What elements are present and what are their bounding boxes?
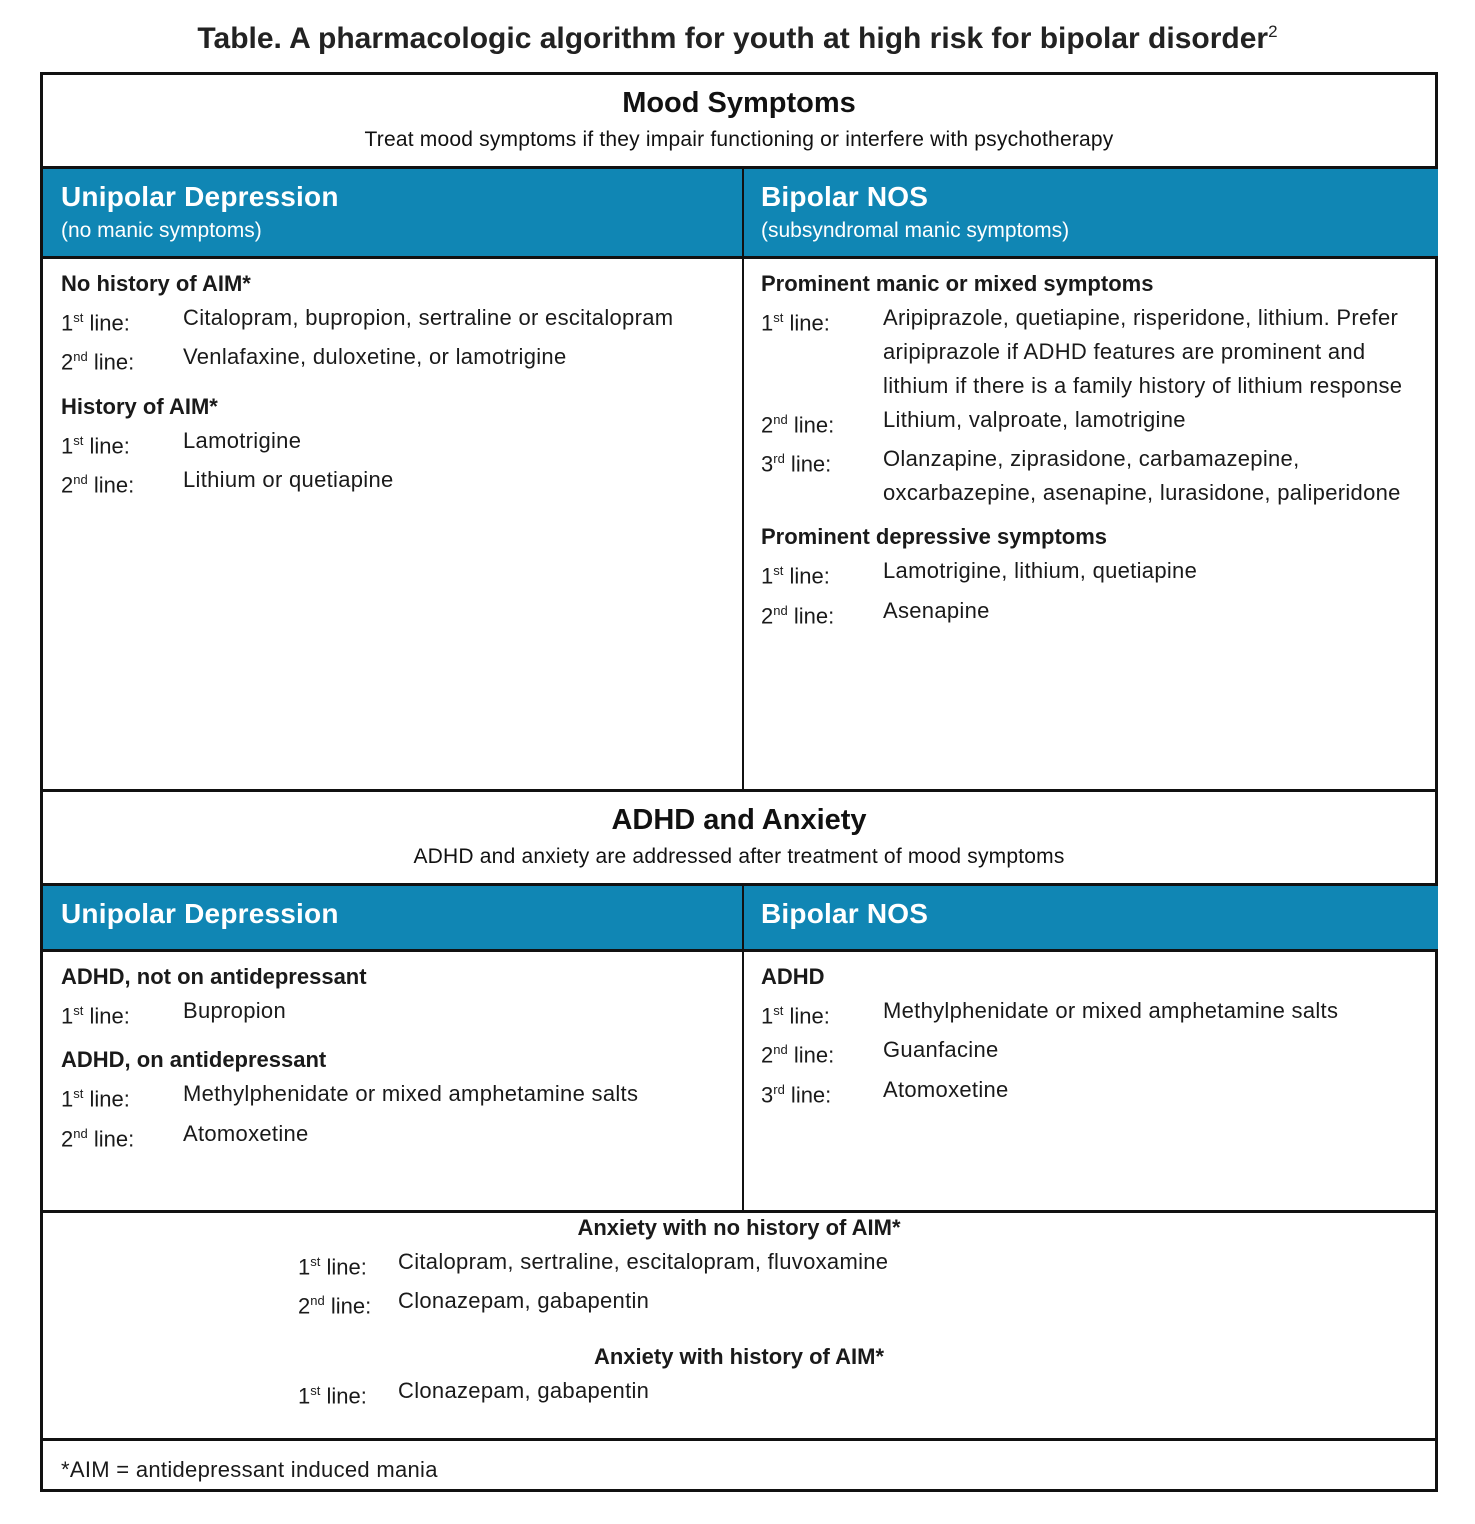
line-label bbox=[61, 463, 183, 502]
medication-list: Clonazepam, gabapentin bbox=[398, 1288, 650, 1314]
medication-list: Atomoxetine bbox=[883, 1076, 1009, 1102]
header-title: Unipolar Depression bbox=[61, 181, 339, 212]
column-divider bbox=[742, 886, 744, 1212]
line-ordinal: 1 bbox=[61, 432, 74, 458]
group-title: No history of AIM* bbox=[61, 271, 251, 296]
line-label bbox=[761, 594, 883, 633]
line-word: line: bbox=[787, 1042, 835, 1068]
line-ordinal-suffix: st bbox=[773, 1003, 784, 1018]
line-ordinal: 2 bbox=[61, 1125, 74, 1151]
header-subtitle: (no manic symptoms) bbox=[61, 219, 262, 242]
line-label bbox=[761, 554, 883, 593]
treatment-line bbox=[761, 442, 1438, 510]
treatment-line bbox=[61, 994, 743, 1033]
line-word: line: bbox=[783, 1003, 830, 1029]
footnote: *AIM = antidepressant induced mania bbox=[61, 1457, 438, 1482]
treatment-line bbox=[298, 1245, 1435, 1284]
line-ordinal: 1 bbox=[298, 1382, 311, 1408]
line-ordinal-suffix: st bbox=[310, 1382, 321, 1398]
adhd-section-title: ADHD and Anxiety bbox=[611, 804, 867, 836]
line-ordinal-suffix: nd bbox=[73, 471, 88, 487]
group-title: Prominent manic or mixed symptoms bbox=[761, 271, 1154, 296]
line-label bbox=[61, 424, 183, 463]
treatment-line bbox=[761, 554, 1438, 593]
treatment-line bbox=[761, 994, 1438, 1033]
line-ordinal: 2 bbox=[761, 1042, 774, 1068]
line-ordinal-suffix: st bbox=[73, 432, 84, 448]
adhd-unipolar-body bbox=[43, 952, 743, 1210]
header-subtitle: (subsyndromal manic symptoms) bbox=[761, 219, 1070, 242]
mood-bipolar-header bbox=[743, 169, 1438, 259]
treatment-group bbox=[761, 964, 1438, 1112]
medication-list: Lamotrigine bbox=[183, 427, 302, 453]
group-title: Anxiety with history of AIM* bbox=[593, 1343, 885, 1369]
line-word: line: bbox=[784, 451, 832, 477]
line-label bbox=[761, 442, 883, 510]
line-word: line: bbox=[784, 1081, 832, 1107]
line-ordinal: 2 bbox=[761, 602, 774, 628]
table-title-text: Table. A pharmacologic algorithm for youth at high risk for bipolar disorder bbox=[197, 22, 1269, 55]
line-ordinal-suffix: nd bbox=[773, 1042, 788, 1058]
line-ordinal: 2 bbox=[61, 349, 74, 375]
treatment-line bbox=[761, 1033, 1438, 1072]
group-title: History of AIM* bbox=[61, 393, 218, 419]
mood-section-subtitle: Treat mood symptoms if they impair functioning or interfere with psychotherapy bbox=[364, 128, 1114, 151]
line-ordinal-suffix: st bbox=[73, 1003, 84, 1018]
medication-list: Bupropion bbox=[183, 998, 286, 1023]
line-ordinal-suffix: nd bbox=[310, 1293, 325, 1309]
treatment-line bbox=[61, 340, 743, 379]
medication-list: Lithium, valproate, lamotrigine bbox=[883, 407, 1186, 432]
line-ordinal: 1 bbox=[761, 1003, 774, 1029]
line-ordinal-suffix: st bbox=[773, 310, 784, 325]
line-ordinal: 1 bbox=[298, 1254, 311, 1280]
medication-list: Atomoxetine bbox=[183, 1120, 309, 1146]
adhd-unipolar-header bbox=[43, 886, 743, 952]
line-ordinal: 3 bbox=[761, 451, 774, 477]
medication-list: Venlafaxine, duloxetine, or lamotrigine bbox=[183, 344, 567, 370]
line-ordinal: 1 bbox=[61, 310, 74, 336]
header-title: Bipolar NOS bbox=[761, 181, 929, 212]
group-title: ADHD bbox=[761, 964, 825, 989]
mood-section-banner bbox=[43, 75, 1435, 169]
medication-list: Clonazepam, gabapentin bbox=[398, 1377, 650, 1403]
line-word: line: bbox=[324, 1293, 372, 1319]
mood-bipolar-body bbox=[743, 259, 1438, 789]
medication-list: Citalopram, sertraline, escitalopram, fluvoxamine bbox=[398, 1249, 889, 1274]
line-word: line: bbox=[783, 563, 830, 589]
adhd-bipolar-header bbox=[743, 886, 1438, 952]
line-ordinal-suffix: nd bbox=[73, 1125, 88, 1141]
line-ordinal-suffix: st bbox=[773, 563, 784, 579]
treatment-line bbox=[61, 301, 743, 340]
line-ordinal-suffix: nd bbox=[773, 602, 788, 618]
line-word: line: bbox=[87, 1125, 135, 1151]
treatment-line bbox=[61, 424, 743, 463]
adhd-section-subtitle: ADHD and anxiety are addressed after treatment of mood symptoms bbox=[413, 845, 1065, 868]
mood-section-title: Mood Symptoms bbox=[622, 87, 856, 119]
table-title bbox=[0, 22, 1475, 56]
line-label bbox=[298, 1374, 398, 1413]
line-label bbox=[761, 301, 883, 403]
treatment-line bbox=[61, 1117, 743, 1156]
line-label bbox=[761, 1033, 883, 1072]
medication-list: Citalopram, bupropion, sertraline or escitalopram bbox=[183, 305, 674, 330]
medication-list: Methylphenidate or mixed amphetamine salts bbox=[183, 1081, 639, 1107]
column-divider bbox=[742, 169, 744, 791]
line-label bbox=[61, 1117, 183, 1156]
line-ordinal-suffix: st bbox=[310, 1254, 321, 1269]
treatment-group bbox=[61, 271, 743, 380]
line-ordinal: 1 bbox=[761, 563, 774, 589]
medication-list: Lamotrigine, lithium, quetiapine bbox=[883, 558, 1198, 584]
line-ordinal: 2 bbox=[761, 412, 774, 438]
line-label bbox=[61, 301, 183, 340]
line-word: line: bbox=[787, 602, 835, 628]
line-ordinal: 1 bbox=[61, 1003, 74, 1029]
line-ordinal: 1 bbox=[61, 1086, 74, 1112]
treatment-line bbox=[761, 594, 1438, 633]
line-word: line: bbox=[83, 310, 130, 336]
line-ordinal-suffix: nd bbox=[73, 349, 88, 365]
line-ordinal: 3 bbox=[761, 1081, 774, 1107]
treatment-group bbox=[61, 964, 743, 1033]
treatment-line bbox=[61, 1077, 743, 1116]
algorithm-table bbox=[40, 72, 1438, 1492]
anxiety-section bbox=[43, 1215, 1435, 1427]
line-word: line: bbox=[87, 349, 135, 375]
medication-list: Methylphenidate or mixed amphetamine salts bbox=[883, 998, 1339, 1023]
header-title: Unipolar Depression bbox=[61, 898, 339, 929]
footnote-divider bbox=[43, 1438, 1435, 1441]
adhd-section-banner bbox=[43, 792, 1435, 886]
treatment-line bbox=[298, 1374, 1435, 1413]
medication-list: Lithium or quetiapine bbox=[183, 466, 394, 492]
line-label bbox=[761, 403, 883, 442]
line-label bbox=[298, 1245, 398, 1284]
treatment-line bbox=[761, 301, 1438, 403]
treatment-line bbox=[298, 1284, 1435, 1323]
treatment-group bbox=[761, 524, 1438, 633]
mood-unipolar-header bbox=[43, 169, 743, 259]
line-word: line: bbox=[87, 472, 135, 498]
title-reference: 2 bbox=[1268, 22, 1278, 41]
group-title: ADHD, not on antidepressant bbox=[61, 964, 367, 989]
line-word: line: bbox=[320, 1382, 367, 1408]
group-title: Prominent depressive symptoms bbox=[761, 524, 1108, 550]
line-ordinal: 1 bbox=[761, 310, 774, 336]
treatment-group bbox=[761, 271, 1438, 510]
treatment-line bbox=[761, 403, 1438, 442]
medication-list: Asenapine bbox=[883, 597, 990, 623]
line-word: line: bbox=[83, 1003, 130, 1029]
treatment-group bbox=[61, 1047, 743, 1156]
line-word: line: bbox=[783, 310, 830, 336]
line-label bbox=[761, 1073, 883, 1112]
line-word: line: bbox=[787, 412, 835, 438]
group-title: Anxiety with no history of AIM* bbox=[577, 1215, 901, 1240]
line-ordinal: 2 bbox=[61, 472, 74, 498]
line-word: line: bbox=[83, 432, 130, 458]
line-ordinal: 2 bbox=[298, 1293, 311, 1319]
line-label bbox=[761, 994, 883, 1033]
medication-list: Aripiprazole, quetiapine, risperidone, lithium. Prefer aripiprazole if ADHD features are prominent and lithium if there is a family history of lithium response bbox=[883, 305, 1403, 398]
treatment-line bbox=[761, 1073, 1438, 1112]
treatment-line bbox=[61, 463, 743, 502]
adhd-bipolar-body bbox=[743, 952, 1438, 1210]
section-divider bbox=[43, 1210, 1435, 1213]
line-ordinal-suffix: nd bbox=[773, 412, 788, 427]
mood-unipolar-body bbox=[43, 259, 743, 789]
line-label bbox=[61, 340, 183, 379]
line-ordinal-suffix: rd bbox=[773, 1081, 785, 1097]
line-label bbox=[298, 1284, 398, 1323]
line-word: line: bbox=[83, 1086, 130, 1112]
treatment-group bbox=[43, 1344, 1435, 1413]
header-title: Bipolar NOS bbox=[761, 898, 929, 929]
line-label bbox=[61, 994, 183, 1033]
medication-list: Olanzapine, ziprasidone, carbamazepine, oxcarbazepine, asenapine, lurasidone, paliperidone bbox=[883, 446, 1401, 506]
line-ordinal-suffix: st bbox=[73, 310, 84, 325]
line-ordinal-suffix: st bbox=[73, 1086, 84, 1102]
group-title: ADHD, on antidepressant bbox=[61, 1047, 327, 1073]
line-ordinal-suffix: rd bbox=[773, 451, 785, 467]
line-label bbox=[61, 1077, 183, 1116]
treatment-group bbox=[43, 1215, 1435, 1324]
medication-list: Guanfacine bbox=[883, 1037, 999, 1063]
treatment-group bbox=[61, 394, 743, 503]
line-word: line: bbox=[320, 1254, 367, 1280]
